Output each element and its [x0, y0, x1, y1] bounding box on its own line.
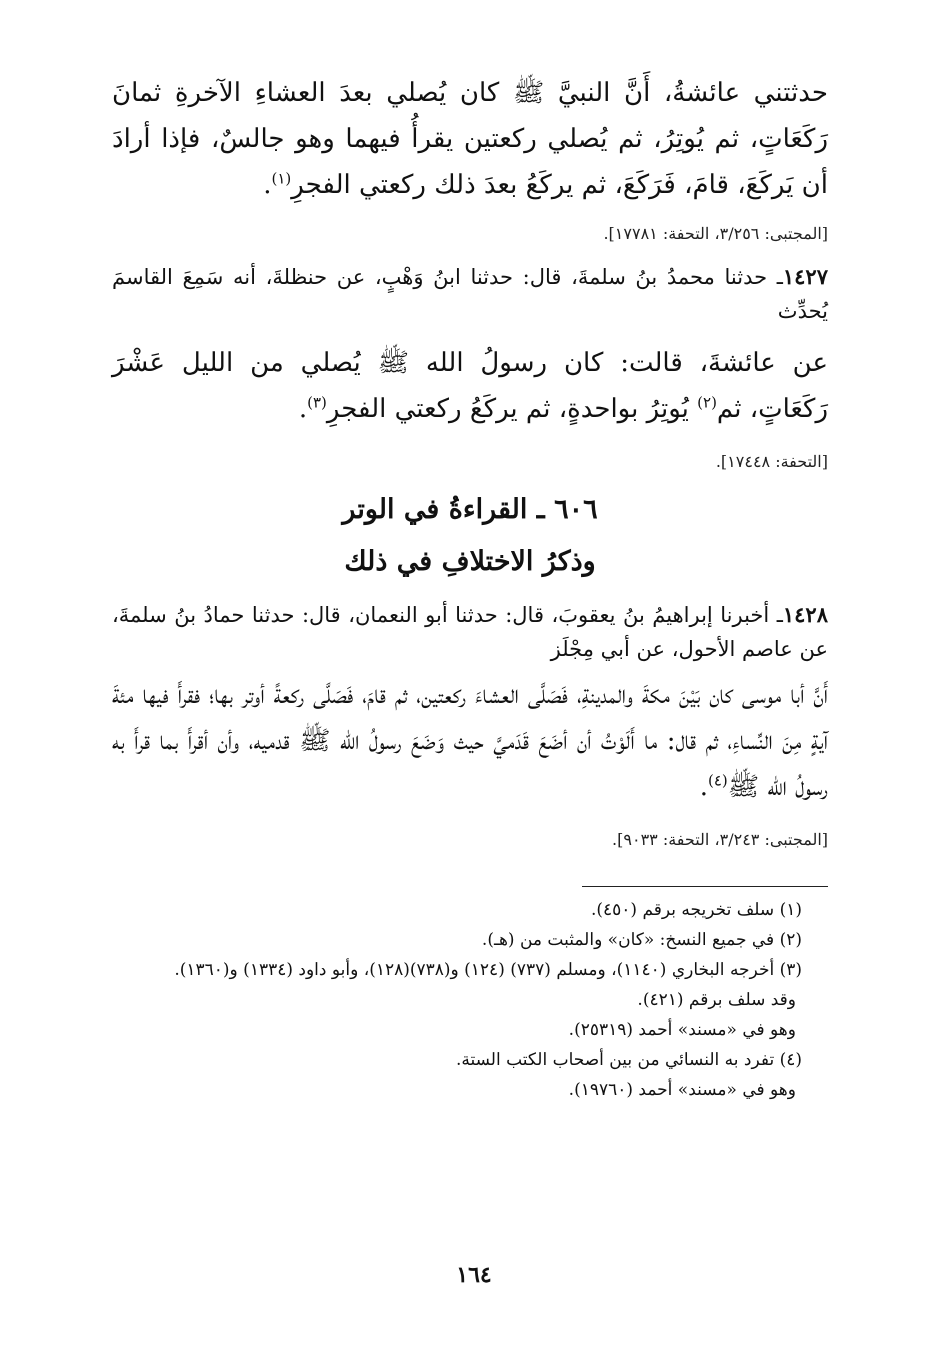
- hadith-number-1427: ١٤٢٧: [782, 264, 828, 289]
- hadith-number-1428: ١٤٢٨: [782, 602, 828, 627]
- footnote-4-note: وهو في «مسند» أحمد (١٩٧٦٠).: [568, 1080, 796, 1100]
- hadith-text-2-body: عن عائشةَ، قالت: كان رسولُ الله ﷺ يُصلي من الليل عَشْرَ رَكَعَاتٍ، ثم: [112, 348, 828, 424]
- hadith-text-1-end: .: [263, 170, 272, 200]
- footnote-marker-3[interactable]: (٣): [307, 393, 327, 412]
- footnote-3-note-a: وقد سلف برقم (٤٢١).: [637, 990, 796, 1010]
- footnote-3-note-b: وهو في «مسند» أحمد (٢٥٣١٩).: [568, 1020, 796, 1040]
- hadith-text-2-end: .: [298, 394, 308, 424]
- footnote-3: (٣) أخرجه البخاري (١١٤٠)، ومسلم (٧٣٧) (١٢٤) و(٧٣٨)(١٢٨)، وأبو داود (١٣٣٤) و(١٣٦٠).: [174, 960, 802, 980]
- hadith-text-3: [112, 672, 828, 810]
- chapter-subheading: وذكرُ الاختلافِ في ذلك: [344, 546, 596, 577]
- footnote-marker-4[interactable]: (٤): [707, 771, 728, 790]
- page-body: [112, 70, 828, 1105]
- hadith-text-2: [112, 340, 828, 432]
- hadith-1427-chain: ـ حدثنا محمدُ بنُ سلمةَ، قال: حدثنا ابنُ وَهْبٍ، عن حنظلةَ، أنه سَمِعَ القاسمَ يُحدِّث: [112, 265, 828, 323]
- reference-3: [المجتبى: ٣/٢٤٣، التحفة: ٩٠٣٣].: [612, 830, 828, 849]
- hadith-text-3-body: أَنَّ أبا موسى كان بَيْنَ مكةَ والمدينةِ، فَصَلَّى العشاءَ ركعتين، ثم قامَ، فَصَلَّى ركعةً أوتر بها؛ فقرأَ فيها مئةَ آيةٍ مِنَ النِّساءِ، ثم قال: ما أَلَوْتُ أن أضَعَ قَدَميَّ حيث وَضَعَ رسولُ الله ﷺ قدميه، وأن أقرأَ بما قرأَ به رسولُ الله ﷺ: [112, 680, 828, 802]
- hadith-1428-isnad: [112, 598, 828, 666]
- footnote-2: (٢) في جميع النسخ: «كان» والمثبت من (هـ).: [481, 930, 802, 950]
- footnotes: [112, 895, 828, 1105]
- footnote-marker-2[interactable]: (٢): [697, 393, 717, 412]
- hadith-text-3-end: .: [699, 772, 708, 802]
- footnote-marker-1[interactable]: (١): [271, 169, 292, 188]
- hadith-1427-isnad: [112, 260, 828, 328]
- reference-2: [التحفة: ١٧٤٤٨].: [715, 452, 828, 471]
- footnote-1: (١) سلف تخريجه برقم (٤٥٠).: [590, 900, 802, 920]
- chapter-heading: ٦٠٦ ـ القراءةُ في الوتر: [342, 494, 598, 525]
- page-number: ١٦٤: [456, 1262, 492, 1288]
- hadith-text-1-body: حدثتني عائشةُ، أَنَّ النبيَّ ﷺ كان يُصلي بعدَ العشاءِ الآخرةِ ثمانَ رَكَعَاتٍ، ثم يُوتِرُ، ثم يُصلي ركعتين يقرأُ فيهما وهو جالسٌ، فإذا أرادَ أن يَركَعَ، قامَ، فَرَكَعَ، ثم يركَعُ بعدَ ذلك ركعتي الفجرِ: [112, 78, 828, 200]
- hadith-text-1: [112, 70, 828, 208]
- hadith-1428-chain: ـ أخبرنا إبراهيمُ بنُ يعقوبَ، قال: حدثنا أبو النعمان، قال: حدثنا حمادُ بنُ سلمةَ، عن عاصم الأحول، عن أبي مِجْلَز: [112, 603, 828, 661]
- hadith-text-2-body-b: يُوتِرُ بواحدةٍ، ثم يركَعُ ركعتي الفجرِ: [326, 394, 689, 424]
- reference-1: [المجتبى: ٣/٢٥٦، التحفة: ١٧٧٨١].: [603, 224, 828, 243]
- footnote-divider: [582, 886, 828, 887]
- footnote-4: (٤) تفرد به النسائي من بين أصحاب الكتب الستة.: [455, 1050, 802, 1070]
